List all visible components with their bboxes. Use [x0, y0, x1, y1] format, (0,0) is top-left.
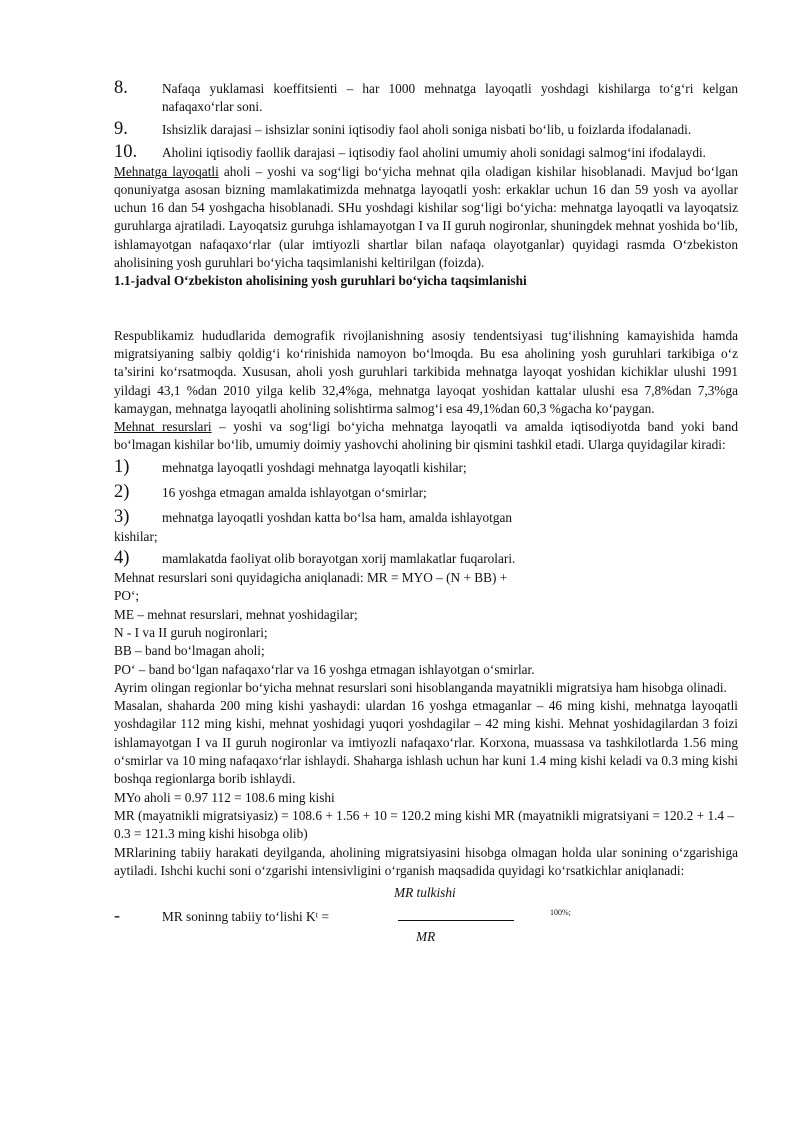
- item-text: mamlakatda faoliyat olib borayotgan xorij mamlakatlar fuqarolari.: [162, 551, 516, 567]
- table-gap: [114, 291, 738, 327]
- calculation-mr: MR (mayatnikli migratsiyasiz) = 108.6 + 1.56 + 10 = 120.2 ming kishi MR (mayatnikli migratsiyani = 120.2 + 1.4 – 0.3 = 121.3 ming kishi hisobga olib): [114, 807, 735, 842]
- paragraph-labor-able: [114, 163, 738, 273]
- definition-me: ME – mehnat resurslari, mehnat yoshidagilar;: [114, 606, 358, 622]
- paragraph-example: Masalan, shaharda 200 ming kishi yashaydi: ulardan 16 yoshga etmaganlar – 46 ming kishi, mehnatga layoqatli yoshdagilar 112 ming kishi, mehnat yoshidagi yuqori yoshdagilar – 42 ming kishi. Mehnat yoshidagilardan 3 foizi ishlamayotgan I va II guruh nogironlar va imtiyozli nafaqaxo‘rlar. Korxona, muassasa va tashkilotlarda 1.56 ming o‘smirlar va 10 ming nafaqaxo‘rlar ishlaydi. Shaharga ishlash uchun har kuni 1.4 ming kishi keladi va 0.3 ming kishi boshqa regionlarga borib ishlaydi.: [114, 698, 738, 787]
- list-item-3: [114, 507, 738, 528]
- item-text: Nafaqa yuklamasi koeffitsienti – har 1000 mehnatga layoqatli yoshdagi kishilarga to‘g‘ri kelgan nafaqaxo‘rlar soni.: [162, 81, 738, 115]
- paragraph-pendulum-migration: Ayrim olingan regionlar bo‘yicha mehnat resurslari soni hisoblanganda mayatnikli migratsiya ham hisobga olinadi.: [114, 679, 727, 695]
- item-text: mehnatga layoqatli yoshdagi mehnatga layoqatli kishilar;: [162, 459, 467, 475]
- list-item-8: [114, 78, 738, 117]
- calculation-myo: MYo aholi = 0.97 112 = 108.6 ming kishi: [114, 789, 335, 805]
- formula-numerator: MR tulkishi: [394, 885, 456, 901]
- paragraph-text: aholi – yoshi va sog‘ligi bo‘yicha mehnat qila oladigan kishilar hisoblanadi. Mavjud bo‘lgan qonuniyatga asosan bizning mamlakatimizda mehnatga layoqatli yosh: erkaklar uchun 16 dan 59 yosh va ayollar uchun 16 dan 54 yoshgacha hisoblanadi. SHu yoshdagi kishilar sog‘ligi bo‘yicha: mehnatga layoqatli va layoqatsiz guruhlarga ajratiladi. Layoqatsiz guruhga ishlamayotgan I va II guruh nogironlar, shuningdek mehnat yoshida bo‘lib, ishlamayotgan nafaqaxo‘rlar (ular imtiyozli shartlar bilan nafaqa olayotganlar) quyidagi rasmda O‘zbekiston aholisining yosh guruhlari bo‘yicha taqsimlanishi keltirilgan (foizda).: [114, 163, 738, 271]
- formula-label: MR soninng tabiiy to‘lishi Kᵗ =: [162, 909, 330, 925]
- bullet-dash: -: [114, 905, 120, 926]
- formula-percent: 100%;: [550, 908, 571, 918]
- definition-n: N - I va II guruh nogironlari;: [114, 624, 268, 640]
- item-number: 4): [114, 548, 130, 569]
- list-item-1: [114, 457, 738, 478]
- fraction-bar: [398, 920, 514, 921]
- item-text: mehnatga layoqatli yoshdan katta bo‘lsa ham, amalda ishlayotgan: [162, 509, 513, 525]
- item-text: Aholini iqtisodiy faollik darajasi – iqtisodiy faol aholini umumiy aholi sonidagi salmog‘ini ifodalaydi.: [162, 144, 706, 160]
- list-item-2: [114, 482, 738, 503]
- term-labor-able: Mehnatga layoqatli: [114, 163, 219, 179]
- formula-line-b: PO‘;: [114, 588, 140, 604]
- item-text: 16 yoshga etmagan amalda ishlayotgan o‘smirlar;: [162, 484, 427, 500]
- term-labor-resources: Mehnat resurslari: [114, 419, 212, 435]
- list-item-4: [114, 548, 738, 569]
- paragraph-labor-resources: [114, 418, 738, 455]
- formula-line-a: Mehnat resurslari soni quyidagicha aniqlanadi: MR = MYO – (N + BB) +: [114, 570, 508, 586]
- paragraph-text: – yoshi va sog‘ligi bo‘yicha mehnatga layoqatli va amalda iqtisodiyotda band yoki band bo‘lmagan kishilar bo‘lib, umumiy doimiy yashovchi aholining bir qismini tashkil etadi. Ularga quyidagilar kiradi:: [114, 419, 738, 453]
- document-page: [114, 78, 738, 950]
- formula-denominator: MR: [416, 929, 436, 945]
- item-text: Ishsizlik darajasi – ishsizlar sonini iqtisodiy faol aholi soniga nisbati bo‘lib, u foizlarda ifodalanadi.: [162, 121, 692, 137]
- item-number: 1): [114, 456, 130, 477]
- list-item-3-continuation: kishilar;: [114, 528, 158, 544]
- paragraph-natural-movement: MRlarining tabiiy harakati deyilganda, aholining migratsiyasini hisobga olmagan holda ular sonining o‘zgarishiga aytiladi. Ishchi kuchi soni o‘zgarishi intensivligini o‘rganish maqsadida quyidagi ko‘rsatkichlar aniqlanadi:: [114, 844, 738, 878]
- definition-bb: BB – band bo‘lmagan aholi;: [114, 643, 265, 659]
- item-number: 2): [114, 481, 130, 502]
- list-item-10: [114, 142, 738, 163]
- formula-natural-growth: [114, 884, 738, 950]
- item-number: 8.: [114, 78, 128, 98]
- list-item-9: [114, 119, 738, 140]
- item-number: 9.: [114, 118, 128, 139]
- item-number: 3): [114, 506, 130, 527]
- item-number: 10.: [114, 141, 138, 162]
- table-title: 1.1-jadval O‘zbekiston aholisining yosh guruhlari bo‘yicha taqsimlanishi: [114, 273, 527, 289]
- paragraph-demography: Respublikamiz hududlarida demografik rivojlanishning asosiy tendentsiyasi tug‘ilishning kamayishida hamda migratsiyaning salbiy qoldig‘i ko‘rinishida namoyon bo‘lmoqda. Bu esa aholining yosh guruhlari tarkibiga o‘z ta’sirini ko‘rsatmoqda. Xususan, aholi yosh guruhlari tarkibida mehnatga layoqat yoshidan kichiklar ulushi 1991 yildagi 43,1 %dan 2010 yilga kelib 32,4%ga, mehnatga layoqat yoshidan kattalar ulushi esa 7,8%dan 7,3%ga kamaygan, mehnatga layoqatli aholining solishtirma salmog‘i esa 49,1%dan 60,3 %gacha ko‘paygan.: [114, 327, 738, 416]
- definition-po: PO‘ – band bo‘lgan nafaqaxo‘rlar va 16 yoshga etmagan ishlayotgan o‘smirlar.: [114, 661, 535, 677]
